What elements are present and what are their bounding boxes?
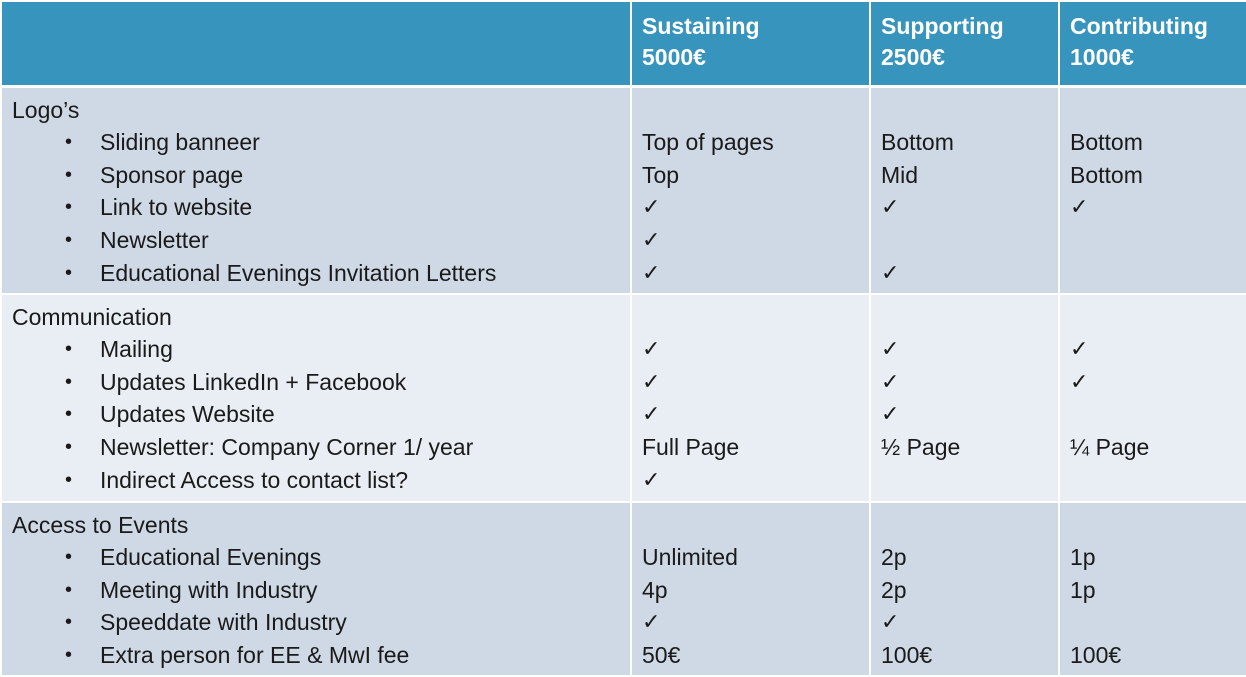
section-row-communication xyxy=(1,294,1246,502)
tier-value-cell xyxy=(631,502,870,676)
checkmark-icon: ✓ xyxy=(881,194,900,220)
checkmark-icon: ✓ xyxy=(881,259,900,285)
tier-value: 2p xyxy=(881,576,907,603)
tier-value: Top xyxy=(642,161,680,188)
feature-item xyxy=(2,639,630,672)
feature-label: Educational Evenings xyxy=(100,544,322,570)
checkmark-icon: ✓ xyxy=(642,194,661,220)
tier-value: Bottom xyxy=(1070,129,1143,155)
checkmark-icon: ✓ xyxy=(881,368,900,394)
tier-value-cell xyxy=(870,294,1059,502)
bullet-icon: • xyxy=(65,163,73,186)
feature-label: Mailing xyxy=(100,336,173,362)
tier-value: Top of pages xyxy=(642,129,774,155)
section-label-cell xyxy=(1,87,631,295)
tier-value xyxy=(1060,257,1246,290)
bullet-icon: • xyxy=(65,611,73,634)
bullet-icon: • xyxy=(65,644,73,667)
feature-item xyxy=(2,398,630,431)
tier-value: 2p xyxy=(881,544,907,570)
bullet-icon: • xyxy=(65,229,73,252)
feature-item xyxy=(2,431,630,464)
tier-value xyxy=(1060,606,1246,639)
feature-label: Sliding banneer xyxy=(100,129,260,155)
checkmark-icon: ✓ xyxy=(642,227,661,253)
bullet-icon: • xyxy=(65,578,73,601)
feature-label: Newsletter xyxy=(100,227,209,254)
tier-value: 100€ xyxy=(881,642,933,669)
bullet-icon: • xyxy=(65,196,73,219)
checkmark-icon: ✓ xyxy=(642,368,661,394)
checkmark-icon: ✓ xyxy=(642,466,661,492)
bullet-icon: • xyxy=(65,131,73,153)
bullet-icon: • xyxy=(65,261,73,284)
feature-item xyxy=(2,606,630,639)
header-sustaining xyxy=(631,1,870,87)
tier-value: 50€ xyxy=(642,642,681,669)
tier-value: 1p xyxy=(1070,544,1096,570)
feature-label: Sponsor page xyxy=(100,161,244,188)
tier-price: 2500€ xyxy=(881,44,945,70)
tier-value: Full Page xyxy=(642,434,740,461)
header-contributing xyxy=(1059,1,1246,87)
feature-label: Updates LinkedIn + Facebook xyxy=(100,368,407,395)
feature-item xyxy=(2,333,630,366)
feature-item xyxy=(2,159,630,192)
bullet-icon: • xyxy=(65,370,73,393)
checkmark-icon: ✓ xyxy=(642,401,661,427)
tier-value xyxy=(871,464,1058,497)
tier-value-cell xyxy=(1059,294,1246,502)
section-title: Access to Events xyxy=(12,512,189,538)
feature-item xyxy=(2,464,630,497)
header-empty-cell xyxy=(1,1,631,87)
tier-value: ½ Page xyxy=(881,434,961,461)
feature-label: Speeddate with Industry xyxy=(100,609,347,636)
feature-item xyxy=(2,191,630,224)
tier-value xyxy=(871,224,1058,257)
bullet-icon: • xyxy=(65,546,73,568)
tier-value-cell xyxy=(631,87,870,295)
feature-label: Updates Website xyxy=(100,401,275,428)
tier-name: Supporting xyxy=(881,13,1004,39)
tier-value xyxy=(1060,398,1246,431)
section-label-cell xyxy=(1,294,631,502)
checkmark-icon: ✓ xyxy=(881,401,900,427)
feature-label: Newsletter: Company Corner 1/ year xyxy=(100,434,474,461)
feature-item xyxy=(2,574,630,607)
tier-value: Unlimited xyxy=(642,544,738,570)
tier-price: 1000€ xyxy=(1070,44,1134,70)
section-label-cell xyxy=(1,502,631,676)
checkmark-icon: ✓ xyxy=(1070,336,1089,361)
checkmark-icon: ✓ xyxy=(881,609,900,635)
feature-label: Indirect Access to contact list? xyxy=(100,466,409,493)
header-row xyxy=(1,1,1246,87)
tier-value xyxy=(1060,224,1246,257)
section-row-logos xyxy=(1,87,1246,295)
checkmark-icon: ✓ xyxy=(642,259,661,285)
tier-value: 4p xyxy=(642,576,668,603)
bullet-icon: • xyxy=(65,468,73,491)
feature-item xyxy=(2,366,630,399)
feature-item xyxy=(2,224,630,257)
feature-label: Extra person for EE & MwI fee xyxy=(100,642,410,669)
feature-item xyxy=(2,541,630,574)
feature-label: Meeting with Industry xyxy=(100,576,318,603)
bullet-icon: • xyxy=(65,403,73,426)
feature-label: Link to website xyxy=(100,194,253,221)
header-supporting xyxy=(870,1,1059,87)
tier-value-cell xyxy=(870,87,1059,295)
tier-name: Sustaining xyxy=(642,13,760,39)
feature-item xyxy=(2,126,630,159)
tier-price: 5000€ xyxy=(642,44,706,70)
tier-value: 1p xyxy=(1070,576,1096,603)
checkmark-icon: ✓ xyxy=(642,336,661,361)
section-title: Communication xyxy=(12,304,172,330)
section-row-access-to-events xyxy=(1,502,1246,676)
tier-value-cell xyxy=(870,502,1059,676)
feature-item xyxy=(2,257,630,290)
bullet-icon: • xyxy=(65,338,73,360)
checkmark-icon: ✓ xyxy=(642,609,661,635)
tier-value-cell xyxy=(631,294,870,502)
checkmark-icon: ✓ xyxy=(1070,194,1089,220)
tier-value: Bottom xyxy=(881,129,954,155)
tier-name: Contributing xyxy=(1070,13,1208,39)
bullet-icon: • xyxy=(65,436,73,459)
tier-value: Bottom xyxy=(1070,161,1143,188)
checkmark-icon: ✓ xyxy=(1070,368,1089,394)
feature-label: Educational Evenings Invitation Letters xyxy=(100,259,497,286)
tier-value xyxy=(1060,464,1246,497)
tier-value: 100€ xyxy=(1070,642,1122,669)
checkmark-icon: ✓ xyxy=(881,336,900,361)
tier-value: ¼ Page xyxy=(1070,434,1150,461)
tier-value: Mid xyxy=(881,161,919,188)
section-title: Logo’s xyxy=(12,97,80,123)
tier-value-cell xyxy=(1059,502,1246,676)
tier-value-cell xyxy=(1059,87,1246,295)
